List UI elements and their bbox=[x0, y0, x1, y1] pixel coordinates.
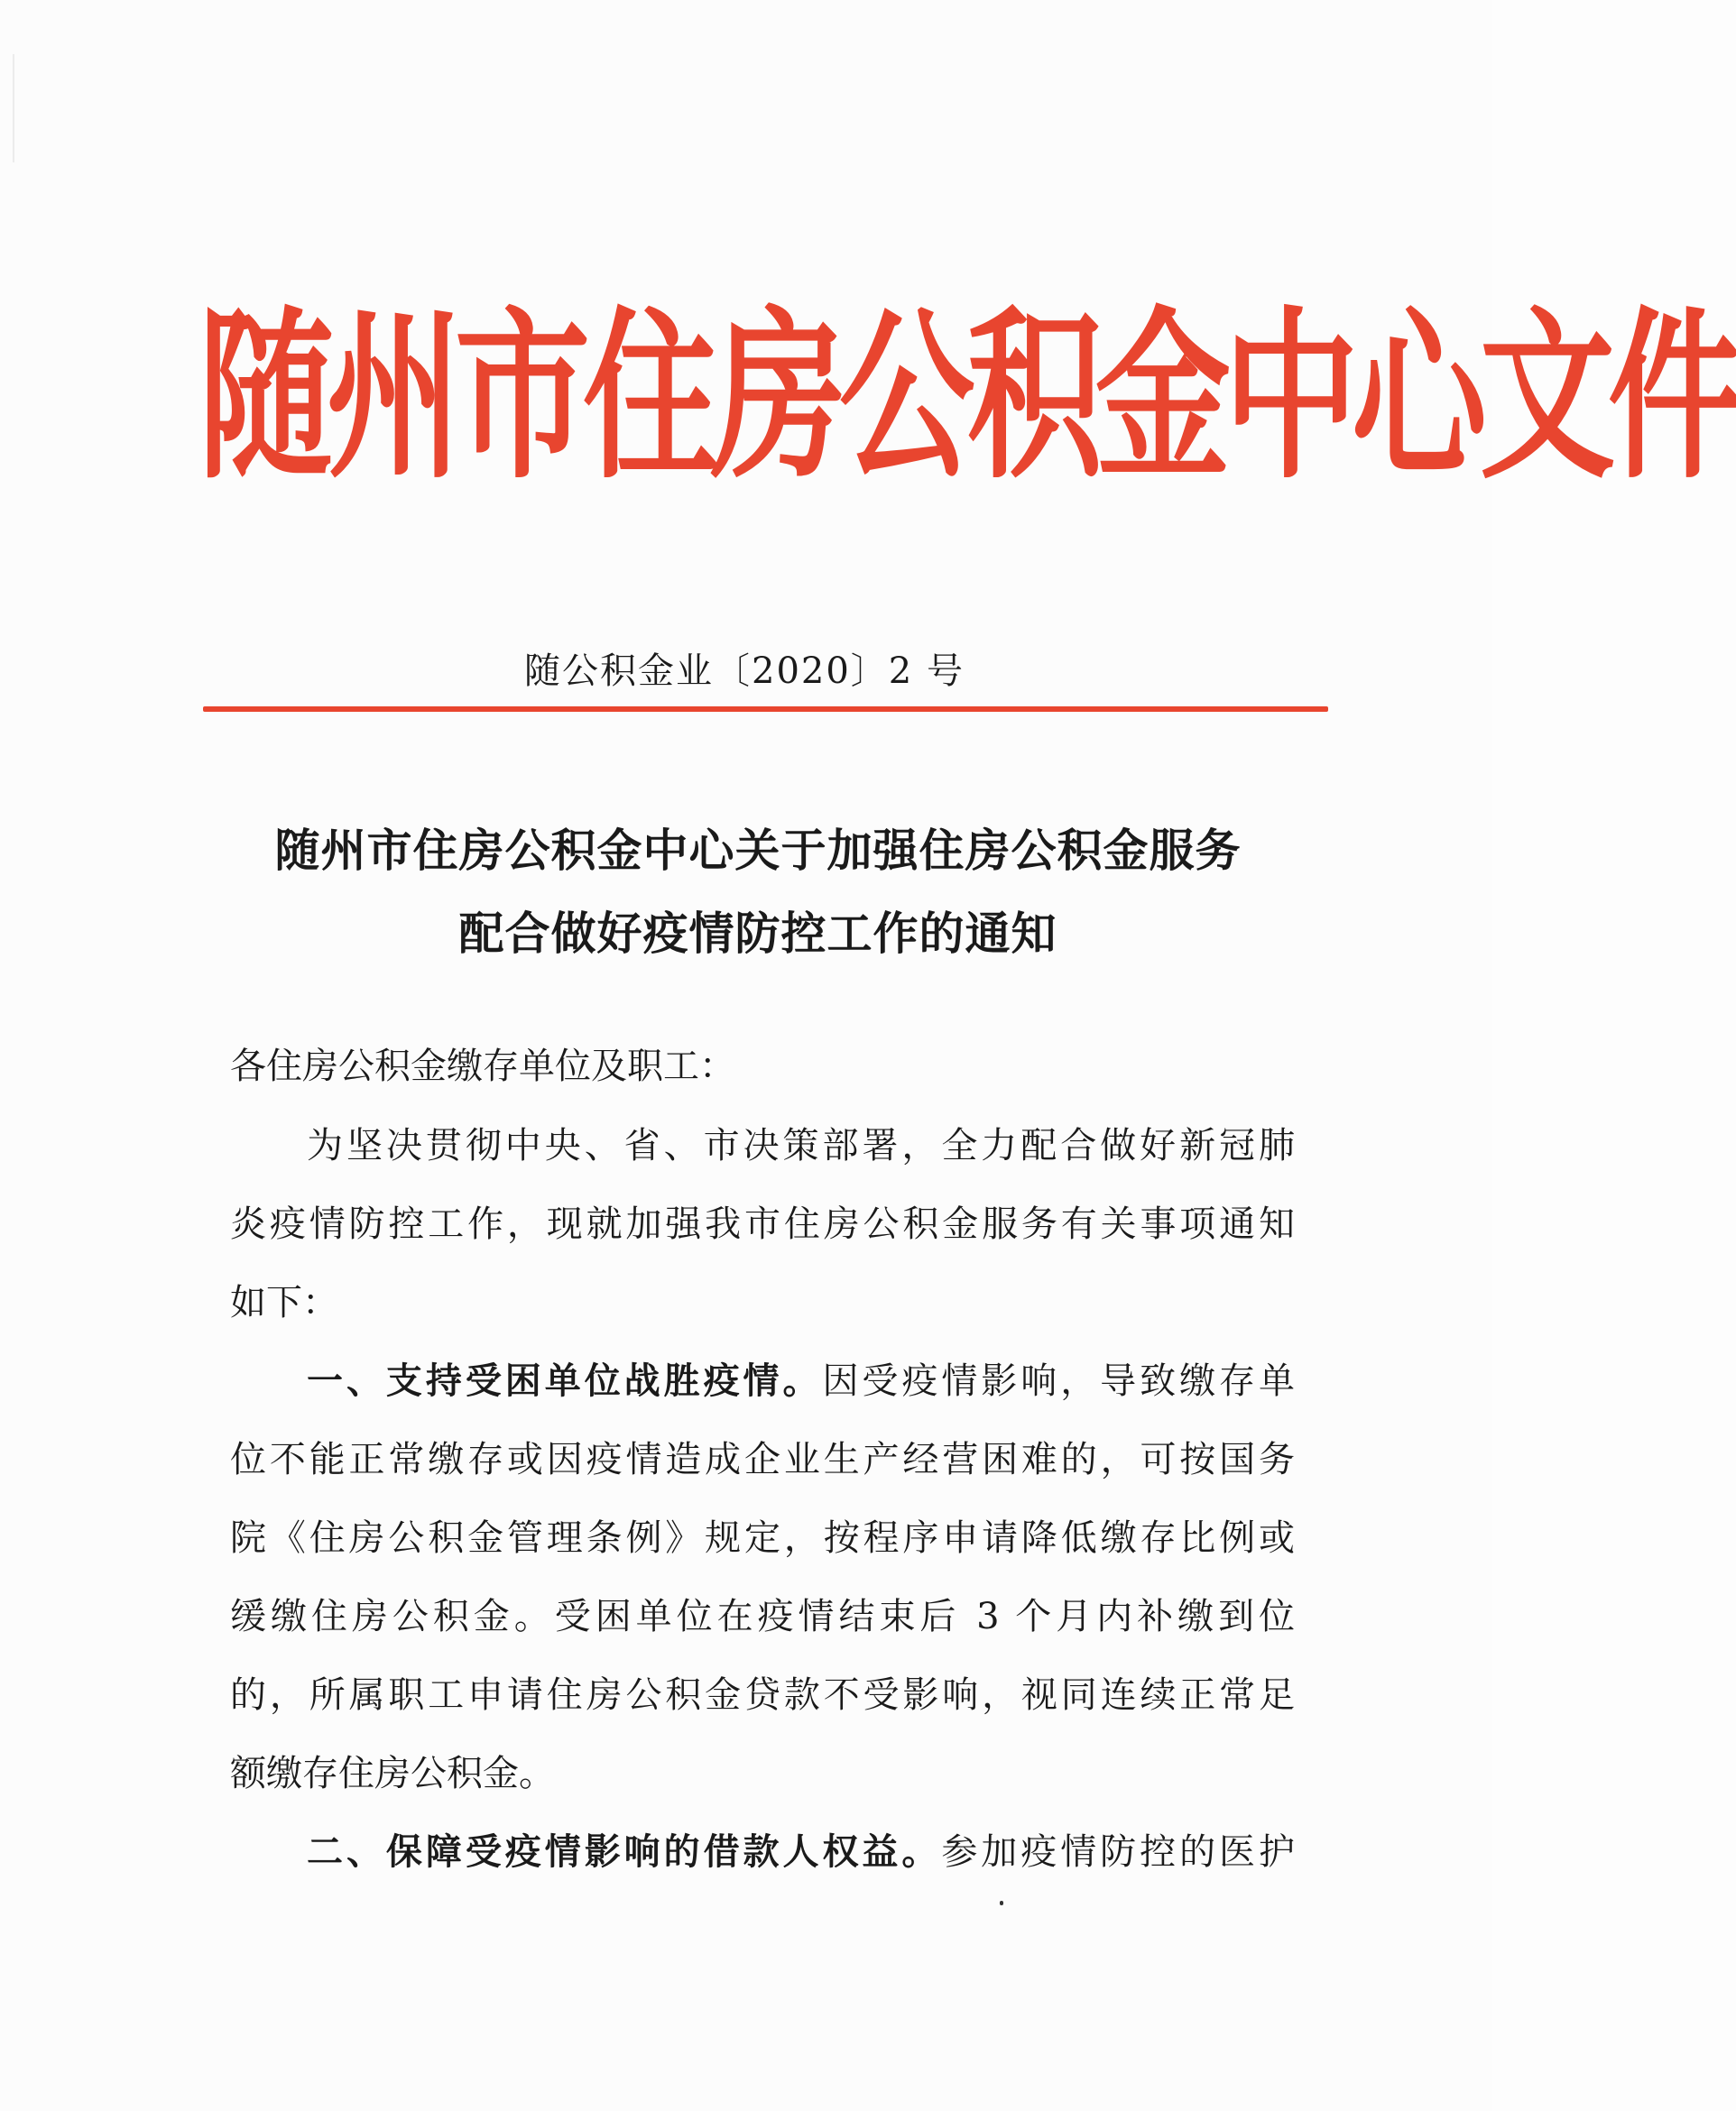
document-number: 随公积金业〔2020〕2 号 bbox=[524, 650, 965, 692]
salutation: 各住房公积金缴存单位及职工： bbox=[230, 1046, 735, 1087]
notice-title-line-1: 随州市住房公积金中心关于加强住房公积金服务 bbox=[274, 825, 1242, 877]
scan-edge-mark bbox=[13, 54, 14, 162]
section-1-line-3: 院《住房公积金管理条例》规定，按程序申请降低缴存比例或 bbox=[230, 1517, 1295, 1559]
section-1-line-4: 缓缴住房公积金。受困单位在疫情结束后 3 个月内补缴到位 bbox=[230, 1596, 1295, 1637]
intro-line-2: 炎疫情防控工作，现就加强我市住房公积金服务有关事项通知 bbox=[230, 1203, 1295, 1245]
section-1-line-5: 的，所属职工申请住房公积金贷款不受影响，视同连续正常足 bbox=[230, 1674, 1295, 1716]
notice-title-line-2: 配合做好疫情防控工作的通知 bbox=[458, 908, 1057, 960]
intro-line-3: 如下： bbox=[230, 1282, 338, 1323]
scan-speck bbox=[1000, 1901, 1003, 1905]
section-1-line-1 bbox=[307, 1360, 1296, 1402]
section-2-heading: 二、保障受疫情影响的借款人权益。 bbox=[307, 1831, 942, 1873]
red-header-title: 随州市住房公积金中心文件 bbox=[199, 291, 1736, 504]
section-1-line-2: 位不能正常缴存或因疫情造成企业生产经营困难的，可按国务 bbox=[230, 1439, 1295, 1480]
section-2-line-1 bbox=[307, 1831, 1296, 1873]
red-divider-line bbox=[203, 706, 1328, 712]
section-1-line-6: 额缴存住房公积金。 bbox=[230, 1753, 555, 1794]
section-2-line-1-text: 参加疫情防控的医护 bbox=[941, 1831, 1296, 1873]
section-1-heading: 一、支持受困单位战胜疫情。 bbox=[307, 1360, 823, 1402]
intro-line-1: 为坚决贯彻中央、省、市决策部署，全力配合做好新冠肺 bbox=[307, 1125, 1295, 1166]
section-1-line-1-text: 因受疫情影响，导致缴存单 bbox=[822, 1360, 1296, 1402]
